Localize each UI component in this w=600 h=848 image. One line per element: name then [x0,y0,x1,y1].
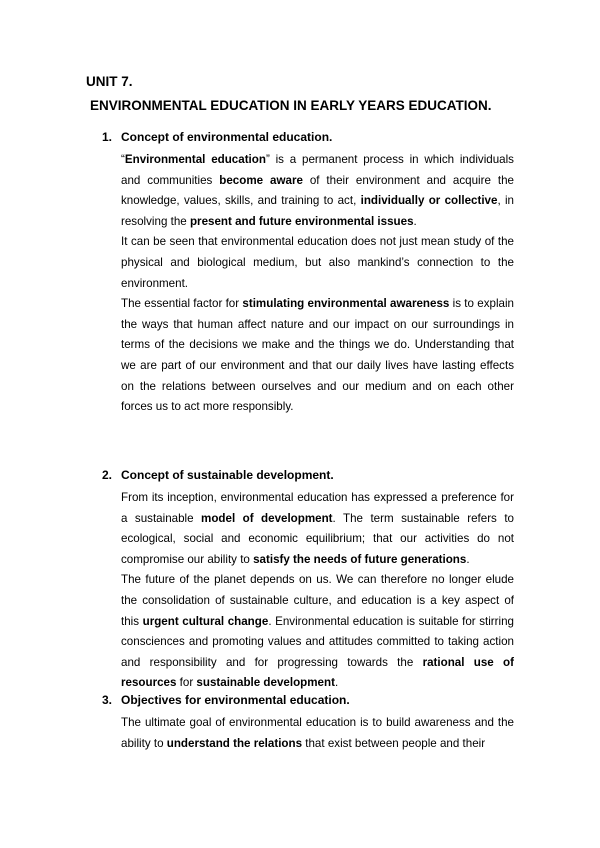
paragraph [121,570,514,694]
section-body [121,713,514,754]
emphasis-text: sustainable development [196,676,335,690]
body-text: of their environment and acquire the knowledge, values, skills, and training to act, [121,173,514,208]
paragraph [121,713,514,754]
body-text: It can be seen that environmental education does not just mean study of the physical and biological medium, but also mankind’s connection to the environment. [121,235,514,290]
emphasis-text: individually or collective [360,194,498,208]
body-text: ” is a permanent process in which individuals and communities [121,153,514,187]
paragraph [121,294,514,418]
body-text: for [176,676,197,690]
body-text: . [466,552,470,566]
section-number: 1. [102,130,113,144]
section-body [121,150,514,418]
emphasis-text: stimulating environmental awareness [242,297,450,311]
body-text: . Environmental education is suitable for stirring consciences and promoting values and attitudes committed to taking action and responsibility and for progressing towards the [121,614,515,669]
body-text: The essential factor for [121,297,243,311]
body-text: . [413,214,417,228]
paragraph [121,150,514,232]
emphasis-text: become aware [219,173,303,187]
emphasis-text: understand the relations [166,736,303,750]
emphasis-text: model of development [201,511,333,525]
body-text: From its inception, environmental education has expressed a preference for a sustainable [121,491,514,525]
section-heading [102,468,334,482]
body-text: , in resolving the [121,194,515,228]
paragraph [121,488,514,570]
section-heading [102,130,332,144]
paragraph [121,232,514,294]
section-body [121,488,514,694]
body-text: is to explain the ways that human affect nature and our impact on our surroundings in terms of the decisions we make and the things we do. Understanding that we are part of our environment and that our daily lives have lasting effects on the relations between ourselves and our medium and on each other forces us to act more responsibly. [121,297,514,414]
section-heading-text: Concept of environmental education. [121,130,333,144]
emphasis-text: present and future environmental issues [189,214,414,228]
section-number: 2. [102,468,113,482]
body-text: The ultimate goal of environmental education is to build awareness and the ability to [121,716,514,750]
section-heading-text: Concept of sustainable development. [121,468,334,482]
body-text: . The term sustainable refers to ecological, social and economic equilibrium; that our activities do not compromise our ability to [121,511,514,566]
page-title: ENVIRONMENTAL EDUCATION IN EARLY YEARS EDUCATION. [90,98,492,113]
section-heading-text: Objectives for environmental education. [121,693,350,707]
section-heading [102,693,350,707]
emphasis-text: rational use of resources [121,655,514,690]
section-number: 3. [102,693,113,707]
emphasis-text: Environmental education [124,153,266,166]
emphasis-text: satisfy the needs of future generations [253,552,467,566]
body-text: that exist between people and their [302,736,486,750]
unit-label: UNIT 7. [86,74,133,89]
body-text: The future of the planet depends on us. We can therefore no longer elude the consolidation of sustainable culture, and education is a key aspect of this [121,573,514,628]
body-text: “ [121,153,125,166]
body-text: . [334,676,339,690]
emphasis-text: urgent cultural change [142,614,269,628]
